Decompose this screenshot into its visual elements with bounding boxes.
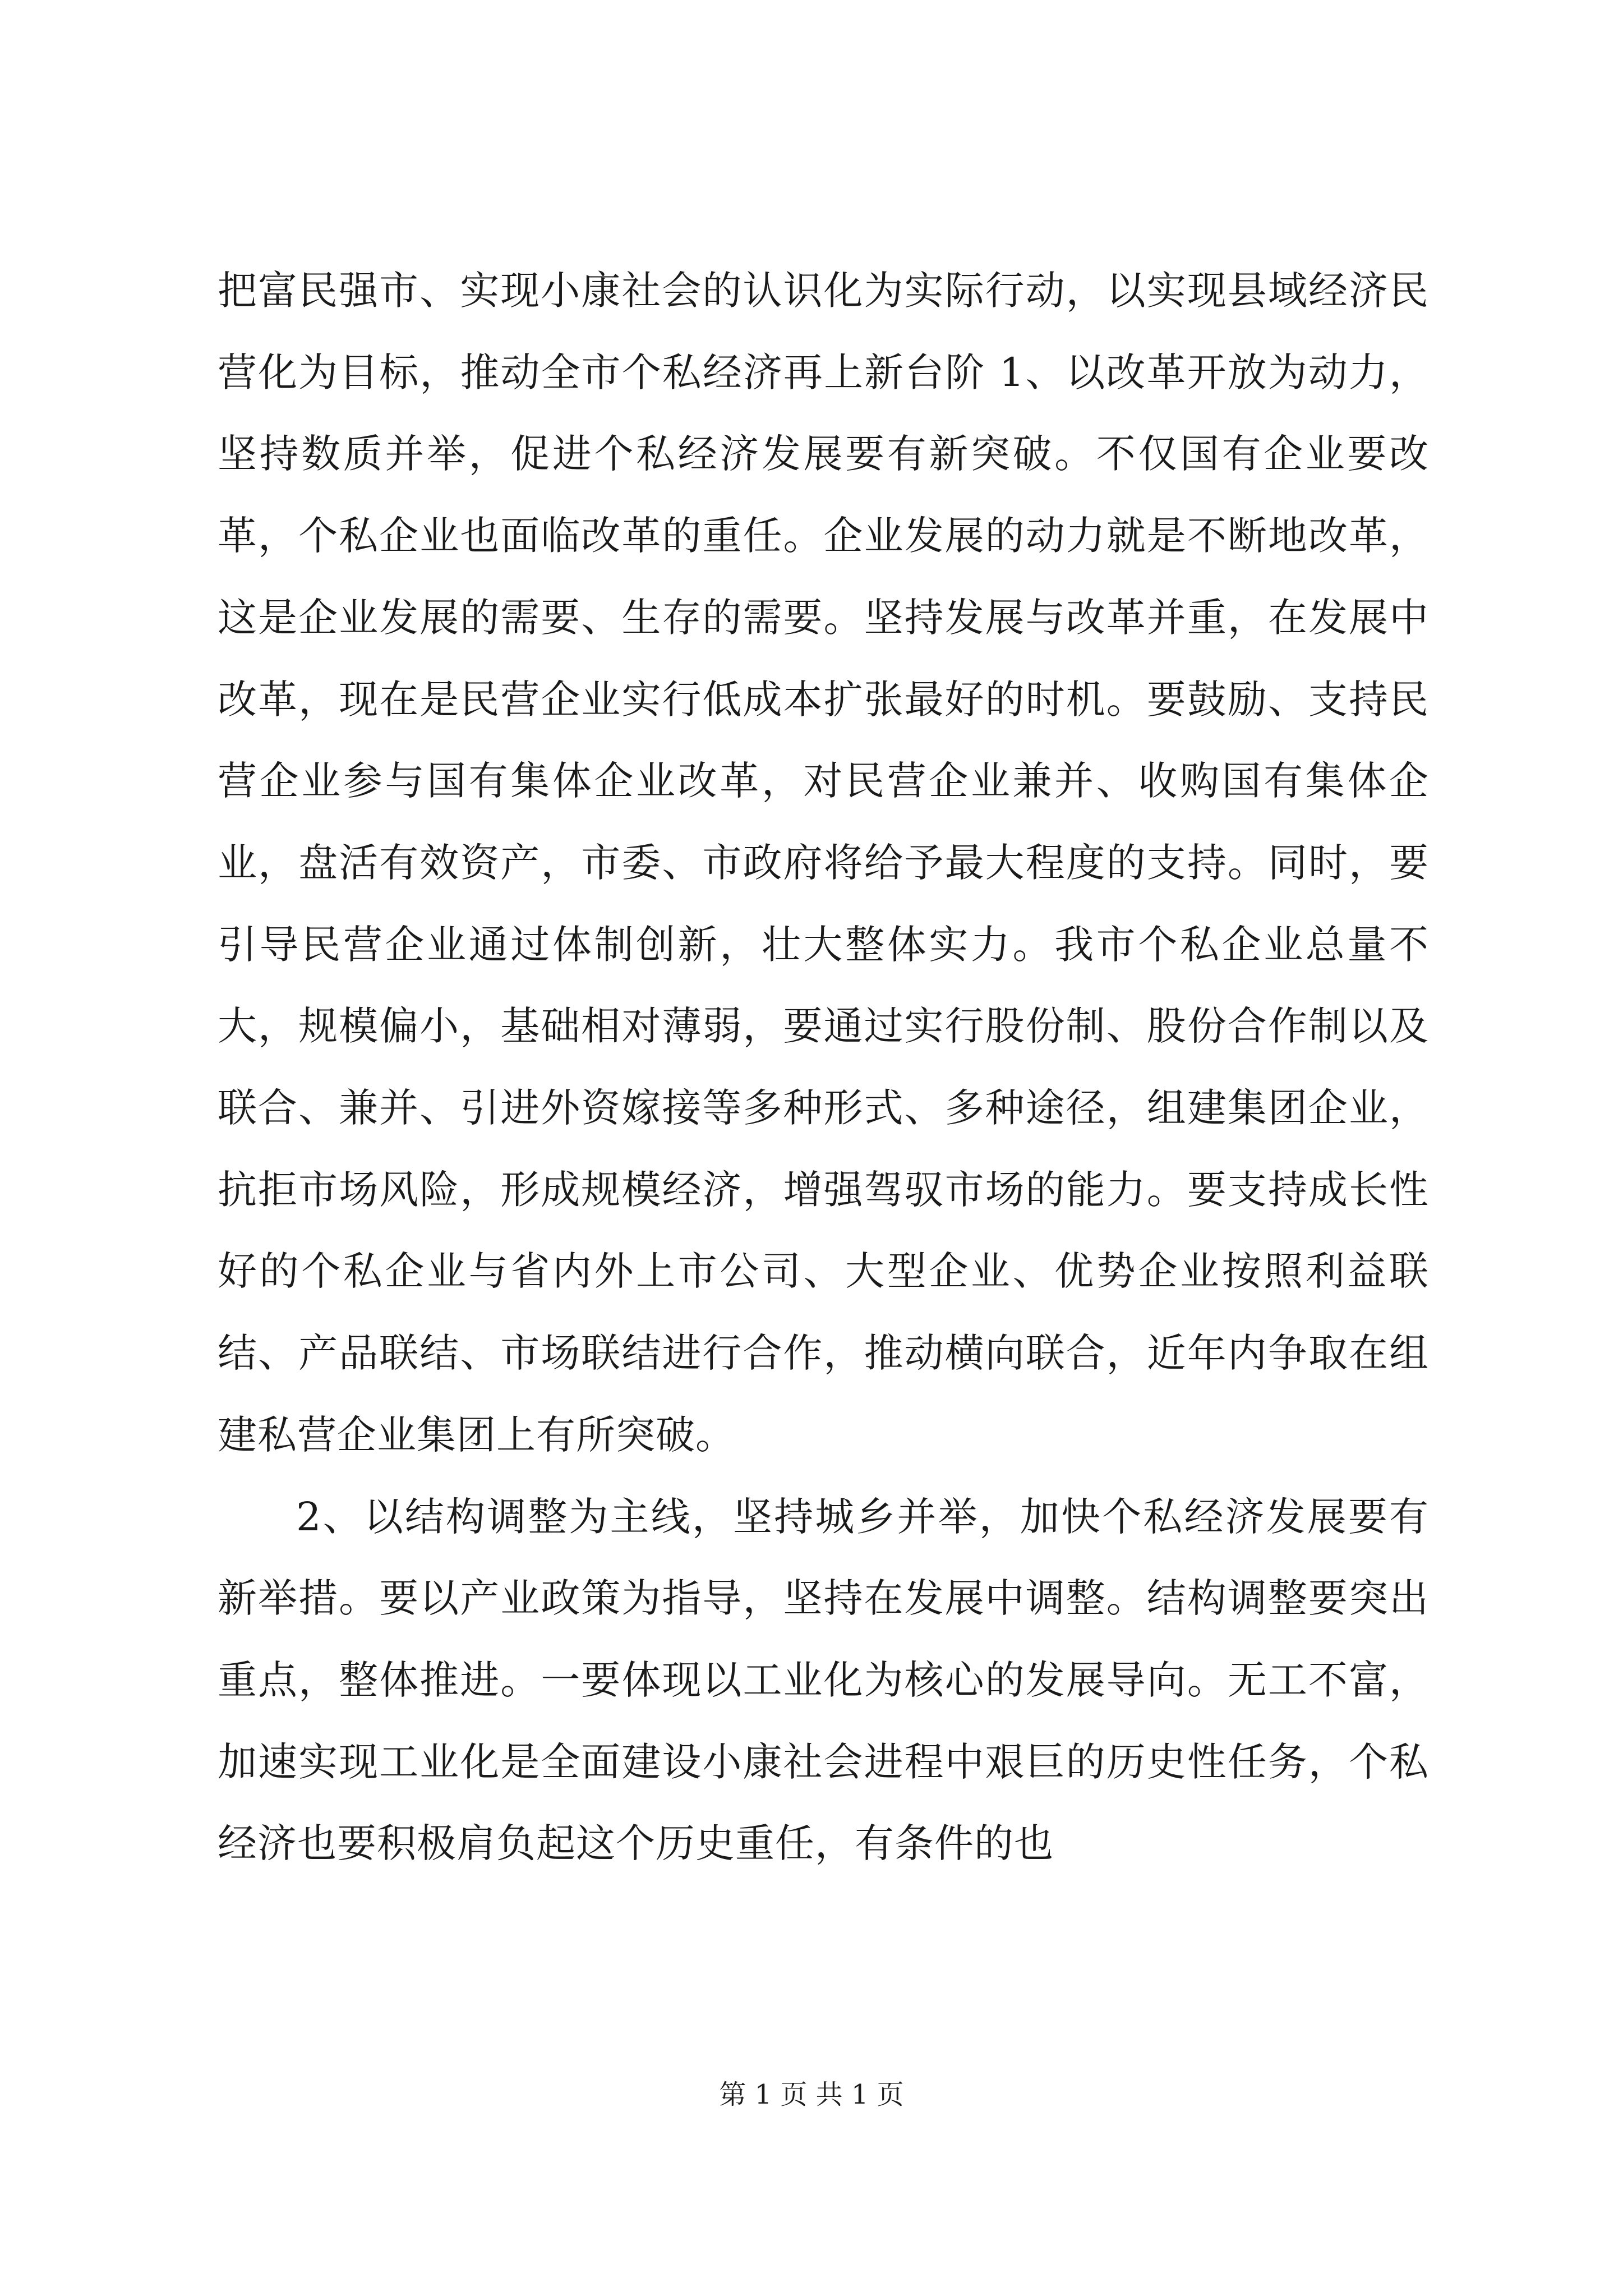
document-body [218,250,1429,1885]
paragraph-2: 2、以结构调整为主线，坚持城乡并举，加快个私经济发展要有新举措。要以产业政策为指导，坚持在发展中调整。结构调整要突出重点，整体推进。一要体现以工业化为核心的发展导向。无工不富，加速实现工业化是全面建设小康社会进程中艰巨的历史性任务，个私经济也要积极肩负起这个历史重任，有条件的也 [218,1493,1429,1867]
paragraph-1: 把富民强市、实现小康社会的认识化为实际行动，以实现县域经济民营化为目标，推动全市个私经济再上新台阶 1、以改革开放为动力，坚持数质并举，促进个私经济发展要有新突破。不仅国有企业要改革，个私企业也面临改革的重任。企业发展的动力就是不断地改革，这是企业发展的需要、生存的需要。坚持发展与改革并重，在发展中改革，现在是民营企业实行低成本扩张最好的时机。要鼓励、支持民营企业参与国有集体企业改革，对民营企业兼并、收购国有集体企业，盘活有效资产，市委、市政府将给予最大程度的支持。同时，要引导民营企业通过体制创新，壮大整体实力。我市个私企业总量不大，规模偏小，基础相对薄弱，要通过实行股份制、股份合作制以及联合、兼并、引进外资嫁接等多种形式、多种途径，组建集团企业，抗拒市场风险，形成规模经济，增强驾驭市场的能力。要支持成长性好的个私企业与省内外上市公司、大型企业、优势企业按照利益联结、产品联结、市场联结进行合作，推动横向联合，近年内争取在组建私营企业集团上有所突破。 [218,268,1429,1458]
page-footer: 第 1 页 共 1 页 [719,2079,904,2110]
